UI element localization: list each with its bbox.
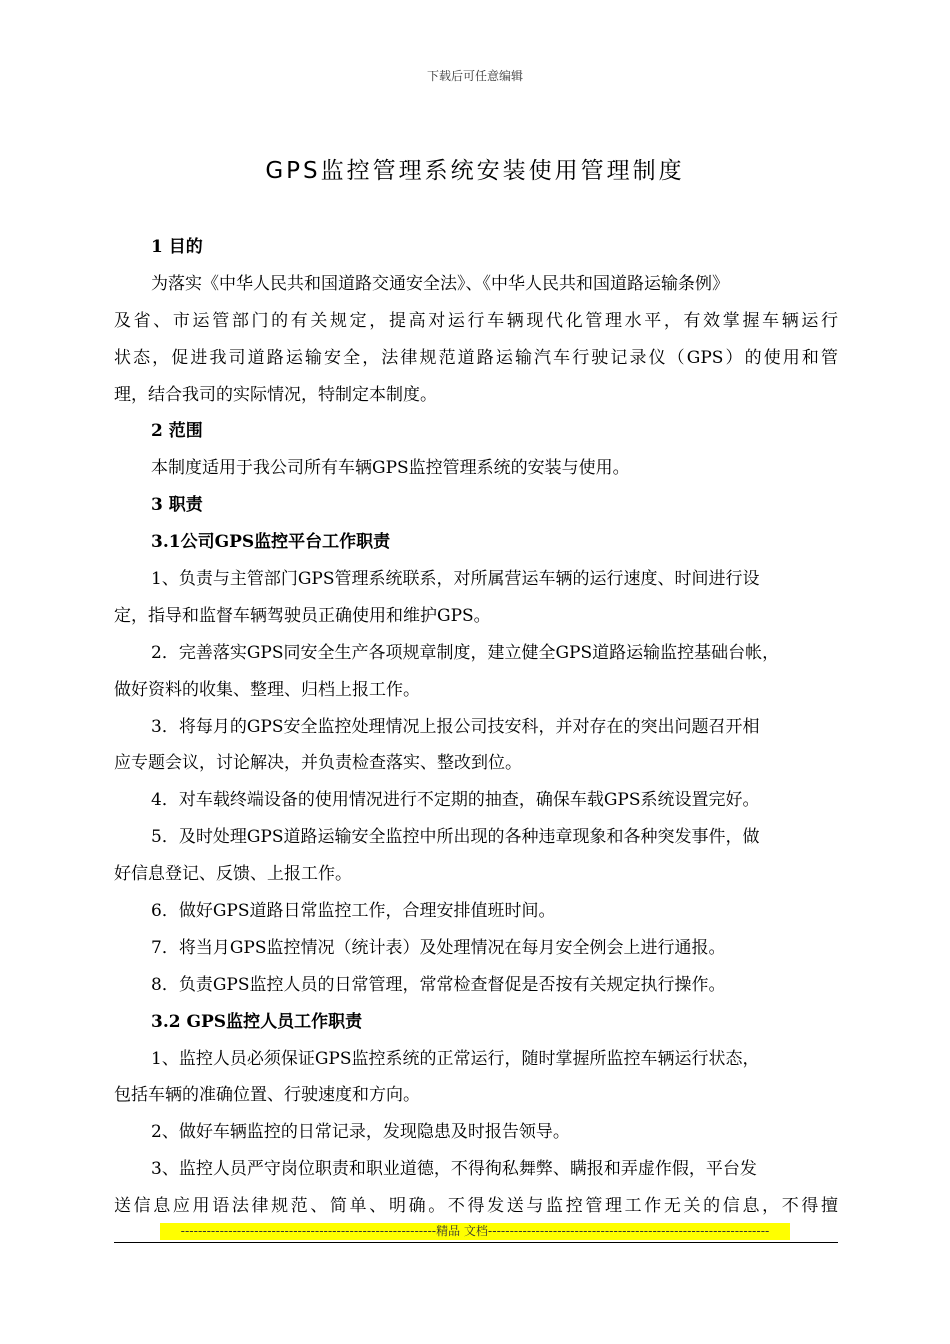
section-heading: 1 目的 xyxy=(151,237,203,257)
document-body xyxy=(114,229,838,1225)
section-heading: 3 职责 xyxy=(151,495,203,516)
paragraph-line: 3．将每月的GPS安全监控处理情况上报公司技安科，并对存在的突出问题召开相 xyxy=(151,716,760,737)
footer-banner: -----------------------------------------------------------精品 文档----------------------------------------------------------------- xyxy=(160,1223,790,1240)
paragraph-line: 及省、市运管部门的有关规定，提高对运行车辆现代化管理水平，有效掌握车辆运行 xyxy=(114,310,838,331)
paragraph-line: 为落实《中华人民共和国道路交通安全法》、《中华人民共和国道路运输条例》 xyxy=(151,273,729,294)
paragraph-line: 2、做好车辆监控的日常记录，发现隐患及时报告领导。 xyxy=(151,1122,570,1143)
paragraph-line: 应专题会议，讨论解决，并负责检查落实、整改到位。 xyxy=(114,753,522,774)
paragraph-line: 2．完善落实GPS同安全生产各项规章制度，建立健全GPS道路运输监控基础台帐， xyxy=(151,642,780,663)
paragraph-line: 定，指导和监督车辆驾驶员正确使用和维护GPS。 xyxy=(114,605,491,626)
paragraph-line: 理，结合我司的实际情况，特制定本制度。 xyxy=(114,384,437,405)
paragraph-line: 1、负责与主管部门GPS管理系统联系，对所属营运车辆的运行速度、时间进行设 xyxy=(151,569,760,590)
paragraph-line: 8．负责GPS监控人员的日常管理，常常检查督促是否按有关规定执行操作。 xyxy=(151,974,726,995)
paragraph-line: 7．将当月GPS监控情况（统计表）及处理情况在每月安全例会上进行通报。 xyxy=(151,937,726,958)
section-heading: 3.2 GPS监控人员工作职责 xyxy=(151,1011,363,1032)
paragraph-line: 4．对车载终端设备的使用情况进行不定期的抽查，确保车载GPS系统设置完好。 xyxy=(151,790,760,811)
paragraph-line: 3、监控人员严守岗位职责和职业道德，不得徇私舞弊、瞒报和弄虚作假，平台发 xyxy=(151,1159,757,1180)
paragraph-line: 状态，促进我司道路运输安全，法律规范道路运输汽车行驶记录仪（GPS）的使用和管 xyxy=(114,347,838,368)
paragraph-line: 包括车辆的准确位置、行驶速度和方向。 xyxy=(114,1085,420,1106)
paragraph-line: 5．及时处理GPS道路运输安全监控中所出现的各种违章现象和各种突发事件，做 xyxy=(151,827,760,848)
section-heading: 2 范围 xyxy=(151,421,203,442)
footer-divider xyxy=(114,1242,838,1243)
paragraph-line: 送信息应用语法律规范、简单、明确。不得发送与监控管理工作无关的信息，不得擅 xyxy=(114,1196,838,1217)
paragraph-line: 做好资料的收集、整理、归档上报工作。 xyxy=(114,679,420,700)
paragraph-line: 6．做好GPS道路日常监控工作，合理安排值班时间。 xyxy=(151,901,556,922)
header-note: 下载后可任意编辑 xyxy=(426,69,523,83)
paragraph-line: 1、监控人员必须保证GPS监控系统的正常运行，随时掌握所监控车辆运行状态， xyxy=(151,1048,760,1069)
paragraph-line: 好信息登记、反馈、上报工作。 xyxy=(114,864,352,885)
paragraph-line: 本制度适用于我公司所有车辆GPS监控管理系统的安装与使用。 xyxy=(151,458,630,479)
section-heading: 3.1公司GPS监控平台工作职责 xyxy=(151,532,391,553)
document-title: GPS监控管理系统安装使用管理制度 xyxy=(265,158,685,184)
